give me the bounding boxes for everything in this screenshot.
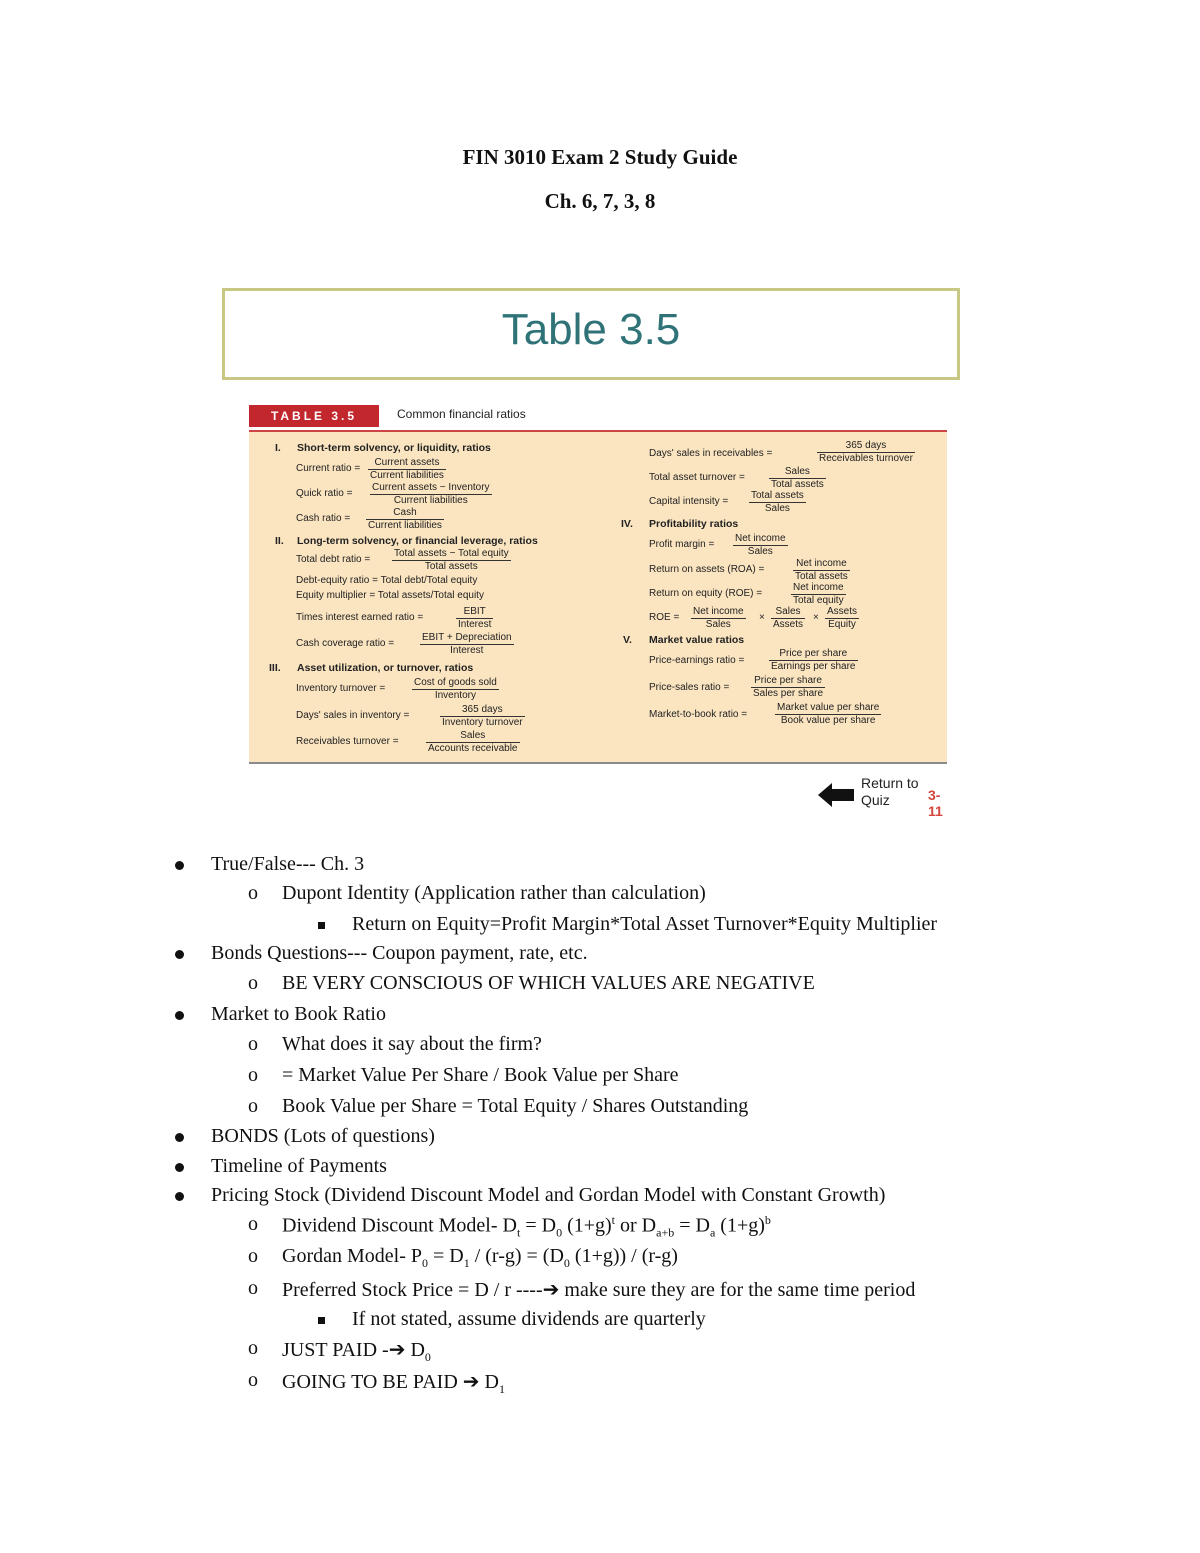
circle-bullet-icon: o <box>248 972 258 994</box>
arrow-right-icon: ➔ <box>542 1279 560 1301</box>
bullet-icon <box>175 1163 184 1172</box>
bullet-icon <box>175 1011 184 1020</box>
slide-number: 3-11 <box>928 787 943 819</box>
circle-bullet-icon: o <box>248 1033 258 1055</box>
circle-bullet-icon: o <box>248 1337 258 1359</box>
bullet-icon <box>175 1133 184 1142</box>
arrow-right-icon: ➔ <box>388 1339 406 1361</box>
slide-title-box <box>222 288 960 380</box>
bullet-icon <box>175 861 184 870</box>
circle-bullet-icon: o <box>248 1064 258 1086</box>
table-caption: Common financial ratios <box>397 407 526 421</box>
square-bullet-icon <box>318 1317 325 1324</box>
circle-bullet-icon: o <box>248 1277 258 1299</box>
arrow-right-icon: ➔ <box>462 1371 480 1393</box>
ratio-roe-dupont: ROE = Net income Sales × Sales Assets × Assets Equity <box>649 606 858 630</box>
circle-bullet-icon: o <box>248 1213 258 1235</box>
circle-bullet-icon: o <box>248 1095 258 1117</box>
table-header <box>249 402 947 432</box>
circle-bullet-icon: o <box>248 1245 258 1267</box>
square-bullet-icon <box>318 922 325 929</box>
circle-bullet-icon: o <box>248 1369 258 1391</box>
table-badge: TABLE 3.5 <box>249 405 379 427</box>
bullet-icon <box>175 1192 184 1201</box>
circle-bullet-icon: o <box>248 882 258 904</box>
arrow-left-icon-shaft <box>830 789 854 801</box>
financial-ratios-table: TABLE 3.5 Common financial ratios I. Short-term solvency, or liquidity, ratios Current ratio = Current assets Current liabilities Quick ratio = Current assets − Inventory Current liabilities Cash ratio = Cash Current liabilities II. Long-term solvency, or financial leverage, ratios Total debt ratio = Total assets − Total equity Total assets Debt-equity ratio = Total debt/Total equity Equity multiplier = Total assets/Total equity Times interest earned ratio = EBIT Interest Cash coverage ratio = EBIT + Depreciation Interest III. Asset utilization, or turnover, ratios Inventory turnover = Cost of goods sold Inventory Days' sales in inventory = 365 days Inventory turnover Receivables turnover = Sales Accounts receivable Days' sales in receivables = 365 days Receivables turnover Total asset turnover = Sales Total assets Capital intensity = Total assets Sales IV. Profitability ratios Profit margin = Net income Sales Return on assets (ROA) = Net income Total assets Return on equity (ROE) = Net income Total equity ROE = Net income Sales × Sales Assets × Assets Equity V. Market value ratios Price-earnings ratio = Price per share Earnings per share Price-sales ratio = Price per share Sales per share Market-to-book ratio = Market value per share Book value per share <box>249 402 947 764</box>
return-to-quiz-label: Return to Quiz <box>861 775 919 808</box>
slide-heading: Table 3.5 <box>501 305 681 354</box>
document-title: FIN 3010 Exam 2 Study Guide <box>462 145 738 169</box>
document-subtitle: Ch. 6, 7, 3, 8 <box>544 189 656 213</box>
bullet-icon <box>175 950 184 959</box>
